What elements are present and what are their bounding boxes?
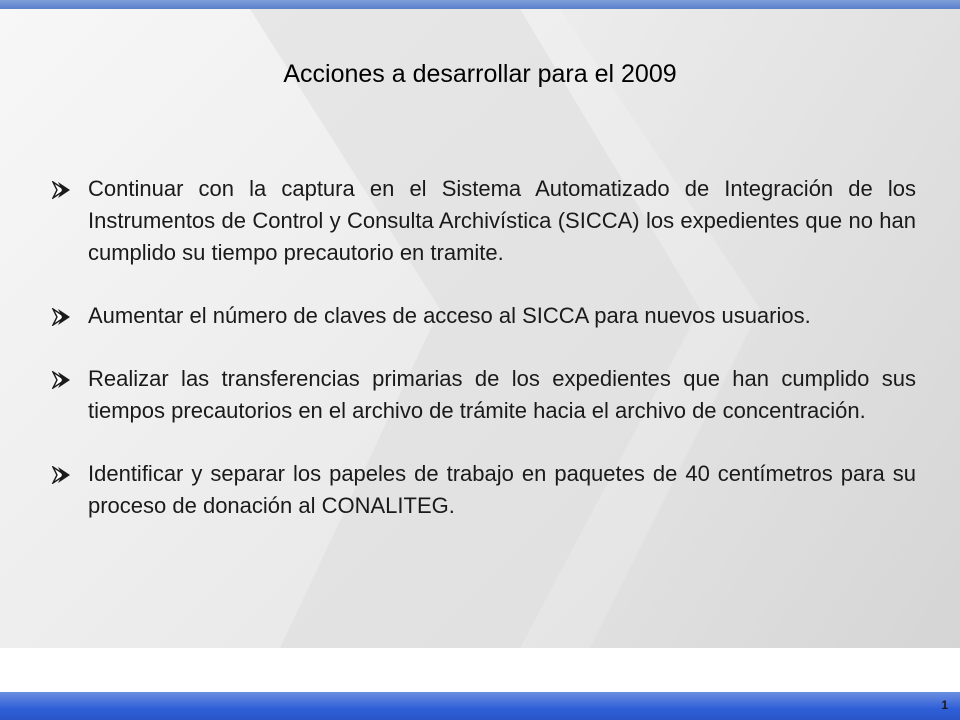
bullet-list [52, 173, 916, 553]
bullet-text: Identificar y separar los papeles de trabajo en paquetes de 40 centímetros para su proceso de donación al CONALITEG. [88, 461, 916, 518]
arrow-bullet-icon [52, 466, 72, 484]
page-number: 1 [941, 698, 948, 712]
bottom-accent-bar [0, 692, 960, 720]
top-accent-bar [0, 0, 960, 9]
bullet-item [52, 363, 916, 427]
arrow-bullet-icon [52, 371, 72, 389]
slide-title: Acciones a desarrollar para el 2009 [283, 60, 677, 88]
bullet-text: Continuar con la captura en el Sistema Automatizado de Integración de los Instrumentos de Control y Consulta Archivística (SICCA) los expedientes que no han cumplido su tiempo precautorio en tramite. [88, 176, 916, 265]
bullet-item [52, 458, 916, 522]
arrow-bullet-icon [52, 181, 72, 199]
bullet-text: Realizar las transferencias primarias de los expedientes que han cumplido sus tiempos precautorios en el archivo de trámite hacia el archivo de concentración. [88, 366, 916, 423]
footer-white-band [0, 648, 960, 692]
bullet-item [52, 300, 916, 332]
arrow-bullet-icon [52, 308, 72, 326]
bullet-item [52, 173, 916, 269]
bullet-text: Aumentar el número de claves de acceso al SICCA para nuevos usuarios. [88, 303, 811, 328]
